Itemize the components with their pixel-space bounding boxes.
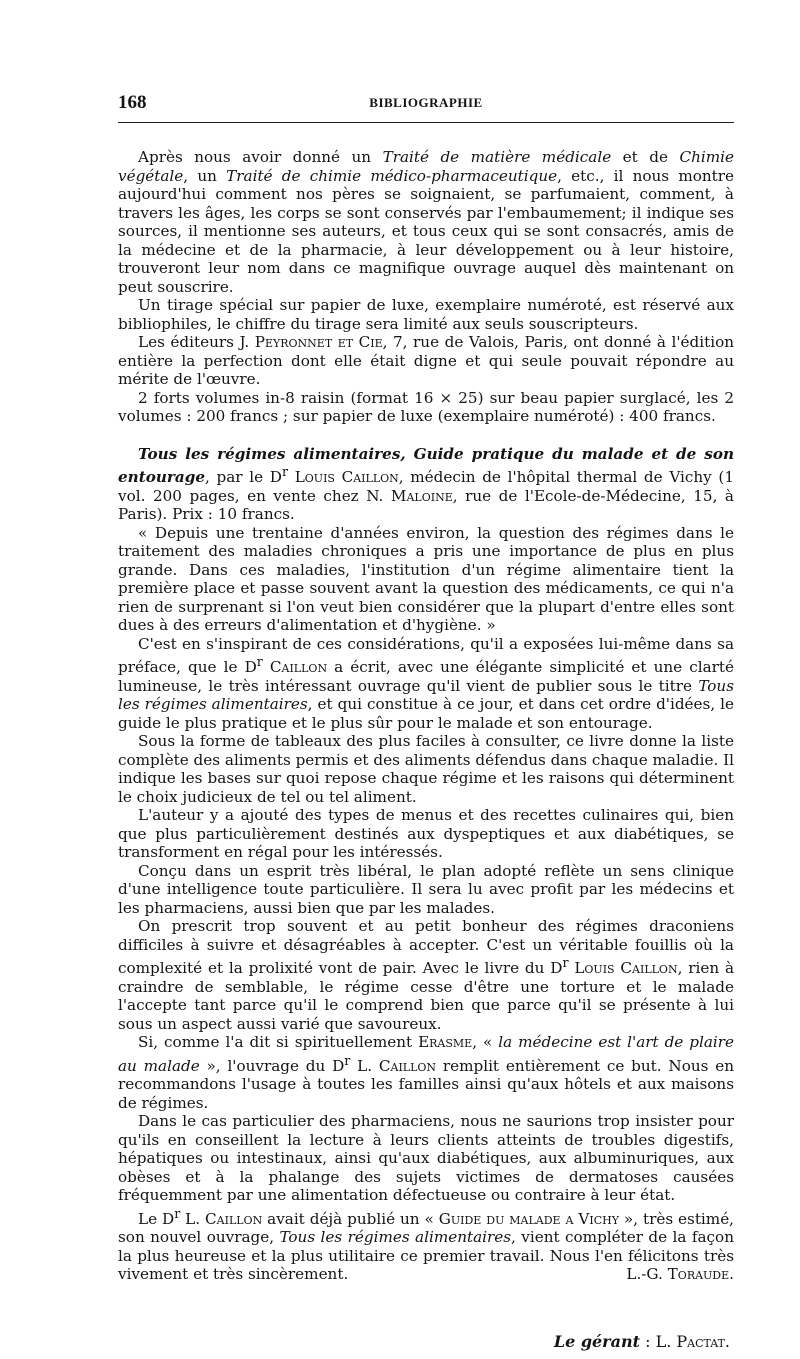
article-body <box>118 148 734 1284</box>
review-signature: L.-G. Toraude. <box>626 1265 734 1284</box>
page-header <box>118 92 734 114</box>
page-number: 168 <box>118 92 147 113</box>
manager-signoff: Le gérant : L. Pactat. <box>553 1331 730 1351</box>
review2-paragraph-7: Si, comme l'a dit si spirituellement Erasme, « la médecine est l'art de plaire au malade », l'ouvrage du $D^r$ L. Caillon remplit entièrement ce but. Nous en recommandons l'usage à toutes les familles ainsi qu'aux hôtels et aux maisons de régimes. <box>118 1033 734 1112</box>
manager-name: L. Pactat. <box>655 1331 730 1351</box>
review1-paragraph-3: Les éditeurs J. Peyronnet et Cie, 7, rue de Valois, Paris, ont donné à l'édition entière la perfection dont elle était digne et qui seule pouvait répondre au mérite de l'œuvre. <box>118 333 734 388</box>
running-title: BIBLIOGRAPHIE <box>369 95 483 110</box>
review2-paragraph-8: Dans le cas particulier des pharmaciens, nous ne saurions trop insister pour qu'ils en conseillent la lecture à leurs clients atteints de troubles digestifs, hépatiques ou intestinaux, ainsi qu'aux diabétiques, aux albuminuriques, aux obèses et à la phalange des sujets victimes de dermatoses causées fréquemment par une alimentation défectueuse ou contraire à leur état. <box>118 1112 734 1205</box>
review2-paragraph-3: Sous la forme de tableaux des plus faciles à consulter, ce livre donne la liste complète des aliments permis et des aliments défendus dans chaque maladie. Il indique les bases sur quoi repose chaque régime et les raisons qui déterminent le choix judicieux de tel ou tel aliment. <box>118 732 734 806</box>
review2-heading: Tous les régimes alimentaires, Guide pratique du malade et de son entourage, par le $D^r$ Louis Caillon, médecin de l'hôpital thermal de Vichy (1 vol. 200 pages, en vente chez N. Maloine, rue de l'Ecole-de-Médecine, 15, à Paris). Prix : 10 francs. <box>118 444 735 524</box>
review2-paragraph-1: « Depuis une trentaine d'années environ, la question des régimes dans le traitement des maladies chroniques a pris une importance de plus en plus grande. Dans ces maladies, l'institution d'un régime alimentaire tient la première place et passe souvent avant la question des médicaments, ce qui n'a rien de surprenant si l'on veut bien considérer que la plupart d'entre elles sont dues à des erreurs d'alimentation et d'hygiène. » <box>118 523 734 635</box>
review2-paragraph-4: L'auteur y a ajouté des types de menus et des recettes culinaires qui, bien que plus particulièrement destinés aux dyspeptiques et aux diabétiques, se transforment en régal pour les intéressés. <box>118 806 734 862</box>
header-rule <box>118 122 734 123</box>
section-gap <box>118 426 734 445</box>
review2-paragraph-5: Conçu dans un esprit très libéral, le plan adopté reflète un sens clinique d'une intelligence toute particulière. Il sera lu avec profit par les médecins et les pharmaciens, aussi bien que par les malades. <box>118 861 734 917</box>
review1-paragraph-4: 2 forts volumes in-8 raisin (format 16 × 25) sur beau papier surglacé, les 2 volumes : 200 francs ; sur papier de luxe (exemplaire numéroté) : 400 francs. <box>118 388 734 425</box>
review2-paragraph-2: C'est en s'inspirant de ces considérations, qu'il a exposées lui-même dans sa préface, que le $D^r$ Caillon a écrit, avec une élégante simplicité et une clarté lumineuse, le très intéressant ouvrage qu'il vient de publier sous le titre Tous les régimes alimentaires, et qui constitue à ce jour, et dans cet ordre d'idées, le guide le plus pratique et le plus sûr pour le malade et son entourage. <box>118 634 735 732</box>
review1-paragraph-2: Un tirage spécial sur papier de luxe, exemplaire numéroté, est réservé aux bibliophiles, le chiffre du tirage sera limité aux seuls souscripteurs. <box>118 296 734 333</box>
manager-label: Le gérant <box>553 1331 640 1351</box>
review1-paragraph-1: Après nous avoir donné un Traité de matière médicale et de Chimie végétale, un Traité de chimie médico-pharmaceutique, etc., il nous montre aujourd'hui comment nos pères se soignaient, se parfumaient, comment, à travers les âges, les corps se sont conservés par l'embaumement; il indique ses sources, il mentionne ses auteurs, et tous ceux qui se sont consacrés, amis de la médecine et de la pharmacie, à leur développement ou à leur histoire, trouveront leur nom dans ce magnifique ouvrage auquel dès maintenant on peut souscrire. <box>118 148 734 296</box>
review2-paragraph-6: On prescrit trop souvent et au petit bonheur des régimes draconiens difficiles à suivre et désagréables à accepter. C'est un véritable fouillis où la complexité et la prolixité vont de pair. Avec le livre du $D^r$ Louis Caillon, rien à craindre de semblable, le régime cesse d'être une torture et le malade l'accepte tant parce qu'il le comprend bien que parce qu'il se présente à lui sous un aspect aussi varié que savoureux. <box>118 917 734 1033</box>
review2-paragraph-9: Le $D^r$ L. Caillon avait déjà publié un « Guide du malade a Vichy », très estimé, son nouvel ouvrage, Tous les régimes alimentaires, vient compléter de la façon la plus heureuse et la plus utilitaire ce premier travail. Nous l'en félicitons très vivement et très sincèrement. L.-G. Toraude. <box>118 1205 735 1284</box>
